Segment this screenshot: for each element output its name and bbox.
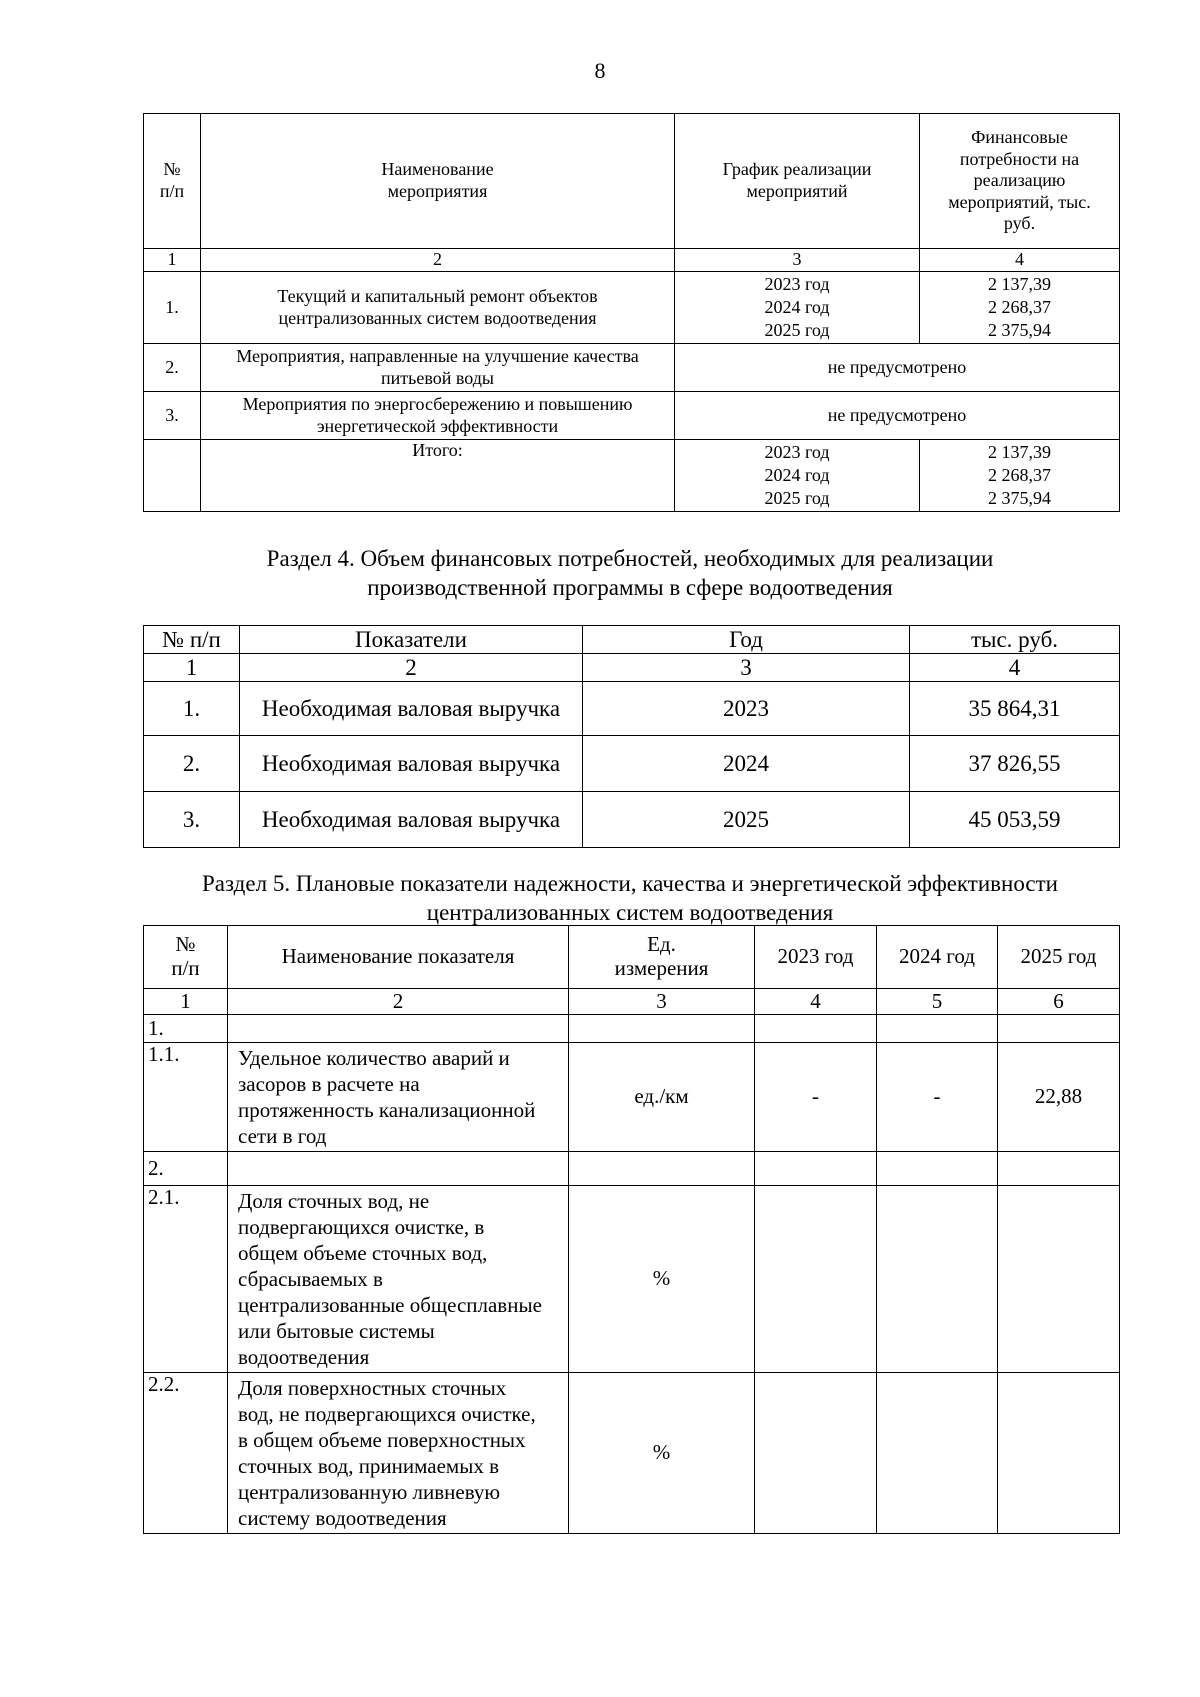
header-line: № bbox=[163, 159, 181, 180]
row-2024 bbox=[877, 1373, 998, 1534]
indicators-table bbox=[143, 925, 1120, 1534]
text-line: Доля сточных вод, не bbox=[238, 1189, 430, 1213]
row-name bbox=[201, 272, 675, 344]
text-line: засоров в расчете на bbox=[238, 1072, 420, 1096]
header-line: руб. bbox=[1003, 213, 1036, 234]
col-number: 4 bbox=[755, 989, 877, 1015]
table-row bbox=[144, 272, 1120, 344]
text-line: Доля поверхностных сточных bbox=[238, 1376, 507, 1400]
row-merged-note: не предусмотрено bbox=[675, 392, 1120, 440]
header-cell-num bbox=[144, 114, 201, 249]
title-line: производственной программы в сфере водоотведения bbox=[367, 575, 893, 600]
row-2023 bbox=[755, 1373, 877, 1534]
text-line: сбрасываемых в bbox=[238, 1267, 383, 1291]
total-years bbox=[675, 440, 920, 512]
value: 2 268,37 bbox=[988, 297, 1051, 317]
row-value: 35 864,31 bbox=[910, 682, 1120, 736]
year: 2025 год bbox=[764, 488, 830, 508]
row-num: 2.1. bbox=[144, 1186, 228, 1373]
row-2025 bbox=[998, 1373, 1120, 1534]
col-number: 1 bbox=[144, 249, 201, 272]
table-row bbox=[144, 1043, 1120, 1152]
col-number: 2 bbox=[201, 249, 675, 272]
col-number: 2 bbox=[228, 989, 569, 1015]
row-2025 bbox=[998, 1186, 1120, 1373]
row-num: 3. bbox=[144, 392, 201, 440]
row-2024 bbox=[877, 1015, 998, 1043]
row-num: 3. bbox=[144, 792, 240, 848]
text-line: энергетической эффективности bbox=[316, 415, 559, 436]
header-line: мероприятий, тыс. bbox=[948, 191, 1091, 212]
row-unit: % bbox=[569, 1186, 755, 1373]
column-number-row bbox=[144, 654, 1120, 682]
header-line: п/п bbox=[159, 181, 185, 201]
row-unit bbox=[569, 1015, 755, 1043]
row-num: 1. bbox=[144, 1015, 228, 1043]
row-unit: % bbox=[569, 1373, 755, 1534]
row-name bbox=[201, 392, 675, 440]
text-line: или бытовые системы bbox=[238, 1319, 435, 1343]
text-line: Мероприятия, направленные на улучшение качества bbox=[236, 345, 639, 366]
row-2023 bbox=[755, 1152, 877, 1186]
row-indicator: Необходимая валовая выручка bbox=[240, 792, 583, 848]
col-number: 1 bbox=[144, 989, 228, 1015]
row-2024 bbox=[877, 1152, 998, 1186]
header-cell-2023: 2023 год bbox=[755, 926, 877, 989]
header-line: мероприятий bbox=[746, 181, 848, 201]
row-years bbox=[675, 272, 920, 344]
header-cell-num: № п/п bbox=[144, 626, 240, 654]
row-year: 2023 bbox=[583, 682, 910, 736]
row-indicator: Необходимая валовая выручка bbox=[240, 682, 583, 736]
text-line: водоотведения bbox=[238, 1345, 370, 1369]
row-num bbox=[144, 440, 201, 512]
table-row bbox=[144, 1373, 1120, 1534]
row-name bbox=[228, 1015, 569, 1043]
header-cell-num bbox=[144, 926, 228, 989]
total-row bbox=[144, 440, 1120, 512]
text-line: централизованных систем водоотведения bbox=[278, 307, 597, 328]
col-number: 3 bbox=[675, 249, 920, 272]
year: 2023 год bbox=[764, 274, 830, 294]
header-cell-value: тыс. руб. bbox=[910, 626, 1120, 654]
row-unit bbox=[569, 1152, 755, 1186]
row-value: 45 053,59 bbox=[910, 792, 1120, 848]
col-number: 6 bbox=[998, 989, 1120, 1015]
row-num: 2.2. bbox=[144, 1373, 228, 1534]
text-line: Текущий и капитальный ремонт объектов bbox=[277, 285, 598, 306]
title-line: Раздел 4. Объем финансовых потребностей, необходимых для реализации bbox=[266, 546, 994, 571]
table-row bbox=[144, 1186, 1120, 1373]
row-year: 2025 bbox=[583, 792, 910, 848]
year: 2024 год bbox=[764, 297, 830, 317]
row-name bbox=[228, 1186, 569, 1373]
col-number: 4 bbox=[910, 654, 1120, 682]
col-number: 2 bbox=[240, 654, 583, 682]
col-number: 3 bbox=[583, 654, 910, 682]
header-cell-name: Наименование показателя bbox=[228, 926, 569, 989]
text-line: вод, не подвергающихся очистке, bbox=[238, 1402, 536, 1426]
row-value: 37 826,55 bbox=[910, 736, 1120, 792]
row-2023 bbox=[755, 1015, 877, 1043]
header-line: потребности на bbox=[959, 148, 1080, 169]
row-2025: 22,88 bbox=[998, 1043, 1120, 1152]
total-values bbox=[920, 440, 1120, 512]
col-number: 1 bbox=[144, 654, 240, 682]
value: 2 375,94 bbox=[988, 488, 1051, 508]
value: 2 137,39 bbox=[988, 274, 1051, 294]
year: 2023 год bbox=[764, 442, 830, 462]
row-unit: ед./км bbox=[569, 1043, 755, 1152]
row-2023 bbox=[755, 1186, 877, 1373]
title-line: централизованных систем водоотведения bbox=[426, 900, 834, 925]
row-2025 bbox=[998, 1015, 1120, 1043]
table-row bbox=[144, 1152, 1120, 1186]
section-5-title bbox=[140, 869, 1120, 927]
text-line: систему водоотведения bbox=[238, 1506, 447, 1530]
header-line: измерения bbox=[614, 956, 709, 980]
value: 2 375,94 bbox=[988, 320, 1051, 340]
header-cell-name bbox=[201, 114, 675, 249]
section-4-title bbox=[140, 544, 1120, 602]
table-row bbox=[144, 1015, 1120, 1043]
measures-table bbox=[143, 113, 1120, 512]
row-num: 2. bbox=[144, 736, 240, 792]
row-num: 2. bbox=[144, 1152, 228, 1186]
table-row bbox=[144, 792, 1120, 848]
header-cell-schedule bbox=[675, 114, 920, 249]
value: 2 268,37 bbox=[988, 465, 1051, 485]
revenue-table bbox=[143, 625, 1120, 848]
text-line: питьевой воды bbox=[381, 367, 494, 388]
header-line: п/п bbox=[171, 956, 200, 980]
row-values bbox=[920, 272, 1120, 344]
table-header-row bbox=[144, 114, 1120, 249]
value: 2 137,39 bbox=[988, 442, 1051, 462]
text-line: централизованные общесплавные bbox=[238, 1293, 542, 1317]
row-2024: - bbox=[877, 1043, 998, 1152]
year: 2024 год bbox=[764, 465, 830, 485]
text-line: централизованную ливневую bbox=[238, 1480, 501, 1504]
table-row bbox=[144, 682, 1120, 736]
header-line: Финансовые bbox=[971, 127, 1068, 148]
table-header-row bbox=[144, 626, 1120, 654]
title-line: Раздел 5. Плановые показатели надежности, качества и энергетической эффективности bbox=[202, 871, 1058, 896]
text-line: Удельное количество аварий и bbox=[238, 1046, 510, 1070]
row-2023: - bbox=[755, 1043, 877, 1152]
column-number-row bbox=[144, 989, 1120, 1015]
header-cell-indicator: Показатели bbox=[240, 626, 583, 654]
header-line: мероприятия bbox=[387, 181, 488, 201]
text-line: протяженность канализационной bbox=[238, 1098, 536, 1122]
row-num: 1.1. bbox=[144, 1043, 228, 1152]
total-label: Итого: bbox=[201, 440, 675, 512]
row-merged-note: не предусмотрено bbox=[675, 344, 1120, 392]
table-row bbox=[144, 392, 1120, 440]
text-line: общем объеме сточных вод, bbox=[238, 1241, 488, 1265]
table-row bbox=[144, 344, 1120, 392]
col-number: 4 bbox=[920, 249, 1120, 272]
header-cell-2024: 2024 год bbox=[877, 926, 998, 989]
header-cell-year: Год bbox=[583, 626, 910, 654]
col-number: 5 bbox=[877, 989, 998, 1015]
text-line: сети в год bbox=[238, 1124, 327, 1148]
table-row bbox=[144, 736, 1120, 792]
column-number-row bbox=[144, 249, 1120, 272]
year: 2025 год bbox=[764, 320, 830, 340]
header-cell-finance bbox=[920, 114, 1120, 249]
header-line: График реализации bbox=[722, 159, 872, 180]
row-2025 bbox=[998, 1152, 1120, 1186]
row-name bbox=[228, 1043, 569, 1152]
header-cell-2025: 2025 год bbox=[998, 926, 1120, 989]
header-cell-unit bbox=[569, 926, 755, 989]
page-number: 8 bbox=[594, 58, 606, 83]
row-year: 2024 bbox=[583, 736, 910, 792]
text-line: Мероприятия по энергосбережению и повышению bbox=[242, 393, 633, 414]
text-line: сточных вод, принимаемых в bbox=[238, 1454, 499, 1478]
text-line: в общем объеме поверхностных bbox=[238, 1428, 526, 1452]
text-line: подвергающихся очистке, в bbox=[238, 1215, 485, 1239]
table-header-row bbox=[144, 926, 1120, 989]
row-num: 1. bbox=[144, 682, 240, 736]
header-line: Ед. bbox=[647, 932, 676, 957]
row-2024 bbox=[877, 1186, 998, 1373]
row-indicator: Необходимая валовая выручка bbox=[240, 736, 583, 792]
header-line: Наименование bbox=[381, 159, 494, 180]
header-line: № bbox=[175, 932, 196, 957]
col-number: 3 bbox=[569, 989, 755, 1015]
row-num: 1. bbox=[144, 272, 201, 344]
row-num: 2. bbox=[144, 344, 201, 392]
row-name bbox=[228, 1152, 569, 1186]
row-name bbox=[228, 1373, 569, 1534]
header-line: реализацию bbox=[973, 170, 1066, 191]
row-name bbox=[201, 344, 675, 392]
